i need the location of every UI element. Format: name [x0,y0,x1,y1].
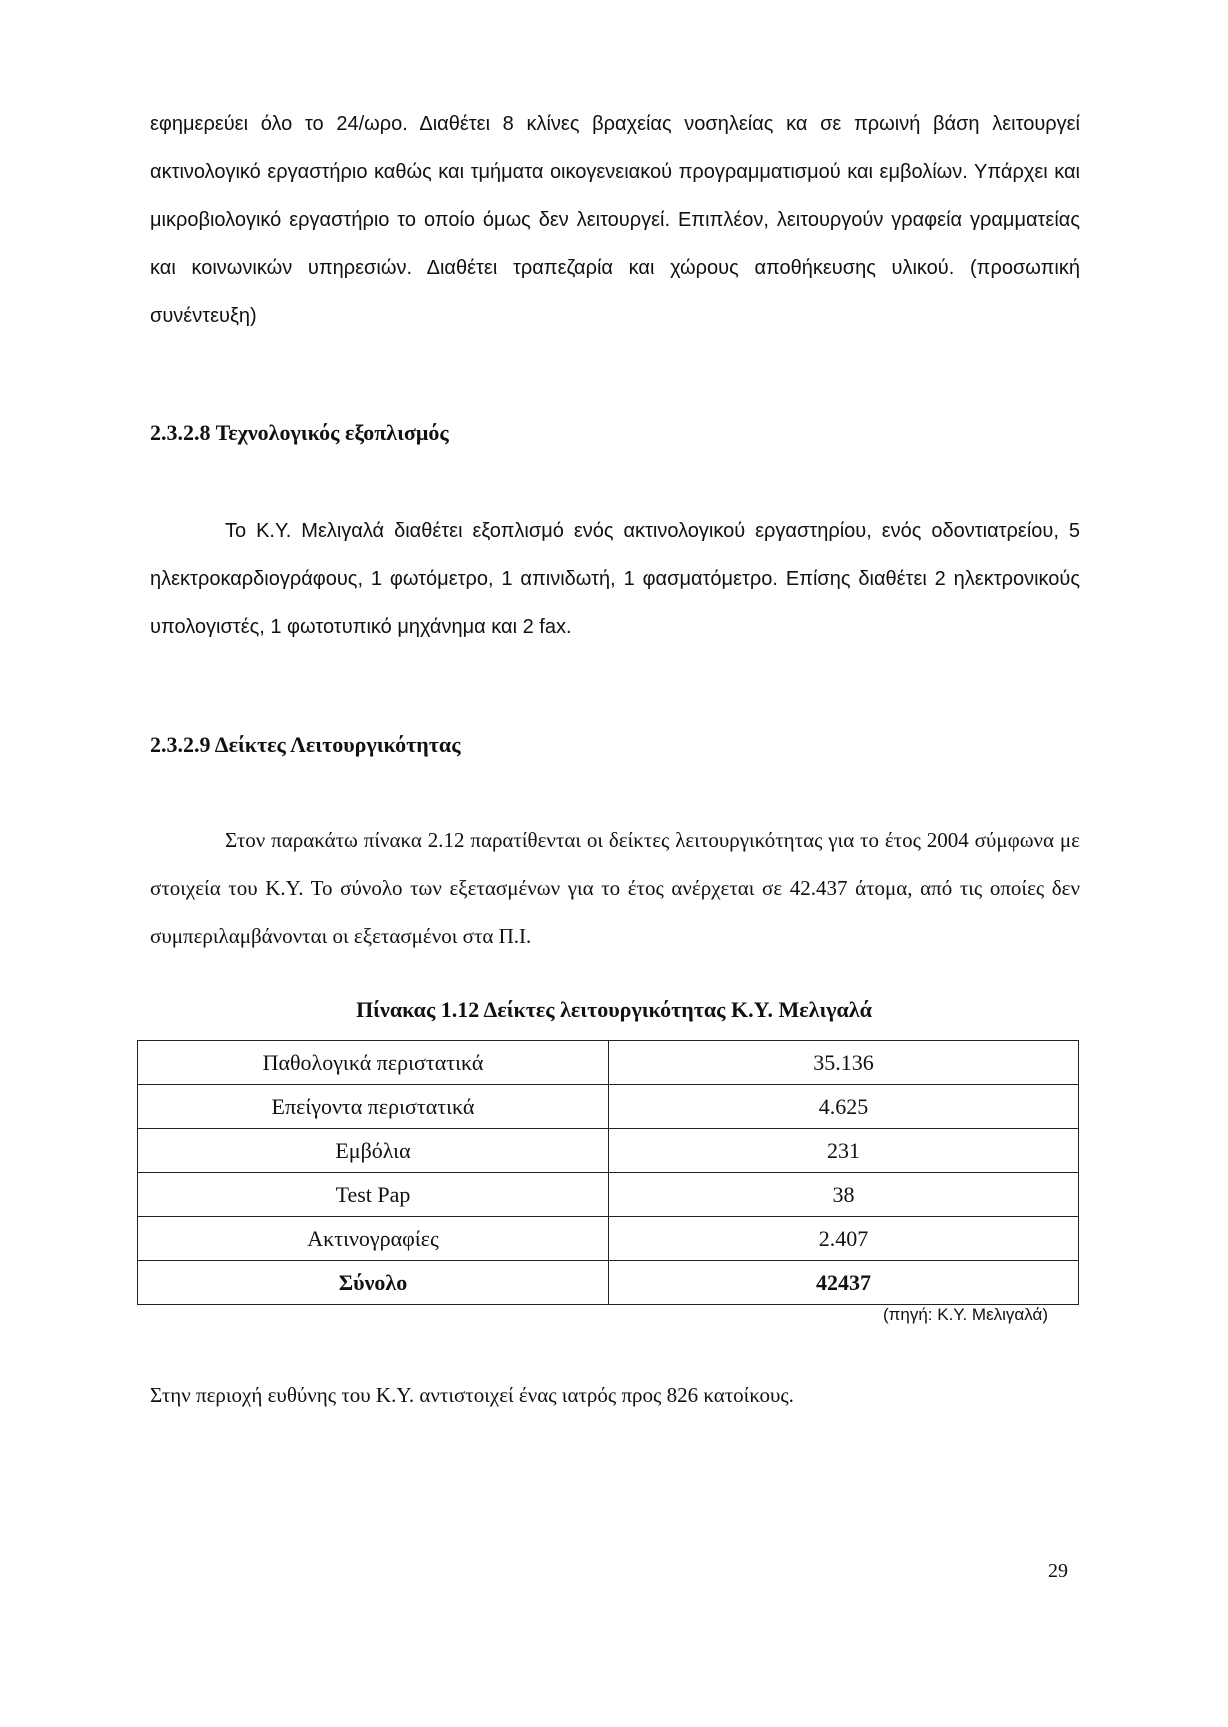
table-cell-label: Παθολογικά περιστατικά [138,1041,609,1085]
indicators-table [137,1040,1079,1305]
table-row [138,1041,1079,1085]
table-cell-label: Επείγοντα περιστατικά [138,1085,609,1129]
page-number: 29 [1048,1560,1068,1582]
table-title: Πίνακας 1.12 Δείκτες λειτουργικότητας Κ.Υ. Μελιγαλά [356,997,872,1022]
equipment-heading: 2.3.2.8 Τεχνολογικός εξοπλισμός [150,420,449,445]
table-cell-value: 2.407 [609,1217,1079,1261]
indicators-heading: 2.3.2.9 Δείκτες Λειτουργικότητας [150,732,461,757]
table-cell-label: Εμβόλια [138,1129,609,1173]
table-row [138,1085,1079,1129]
intro-paragraph: εφημερεύει όλο το 24/ωρο. Διαθέτει 8 κλίνες βραχείας νοσηλείας κα σε πρωινή βάση λειτουργεί ακτινολογικό εργαστήριο καθώς και τμήματα οικογενειακού προγραμματισμού και εμβολίων. Υπάρχει και μικροβιολογικό εργαστήριο το οποίο όμως δεν λειτουργεί. Επιπλέον, λειτουργούν γραφεία γραμματείας και κοινωνικών υπηρεσιών. Διαθέτει τραπεζαρία και χώρους αποθήκευσης υλικού. (προσωπική συνέντευξη) [150,113,1080,327]
table-row [138,1129,1079,1173]
closing-paragraph: Στην περιοχή ευθύνης του Κ.Υ. αντιστοιχεί ένας ιατρός προς 826 κατοίκους. [150,1383,794,1407]
table-cell-label: Ακτινογραφίες [138,1217,609,1261]
table-source: (πηγή: Κ.Υ. Μελιγαλά) [883,1305,1048,1324]
table-row [138,1173,1079,1217]
table-cell-value: 35.136 [609,1041,1079,1085]
table-cell-label: Test Pap [138,1173,609,1217]
table-cell-value: 38 [609,1173,1079,1217]
table-total-row [138,1261,1079,1305]
table-cell-value: 4.625 [609,1085,1079,1129]
table-cell-total-label: Σύνολο [138,1261,609,1305]
table-row [138,1217,1079,1261]
indicators-paragraph: Στον παρακάτω πίνακα 2.12 παρατίθενται οι δείκτες λειτουργικότητας για το έτος 2004 σύμφωνα με στοιχεία του Κ.Υ. Το σύνολο των εξετασμένων για το έτος ανέρχεται σε 42.437 άτομα, από τις οποίες δεν συμπεριλαμβάνονται οι εξετασμένοι στα Π.Ι. [150,828,1080,948]
table-cell-value: 231 [609,1129,1079,1173]
equipment-paragraph: Το Κ.Υ. Μελιγαλά διαθέτει εξοπλισμό ενός ακτινολογικού εργαστηρίου, ενός οδοντιατρείου, 5 ηλεκτροκαρδιογράφους, 1 φωτόμετρο, 1 απινιδωτή, 1 φασματόμετρο. Επίσης διαθέτει 2 ηλεκτρονικούς υπολογιστές, 1 φωτοτυπικό μηχάνημα και 2 fax. [150,520,1080,638]
table-cell-total-value: 42437 [609,1261,1079,1305]
